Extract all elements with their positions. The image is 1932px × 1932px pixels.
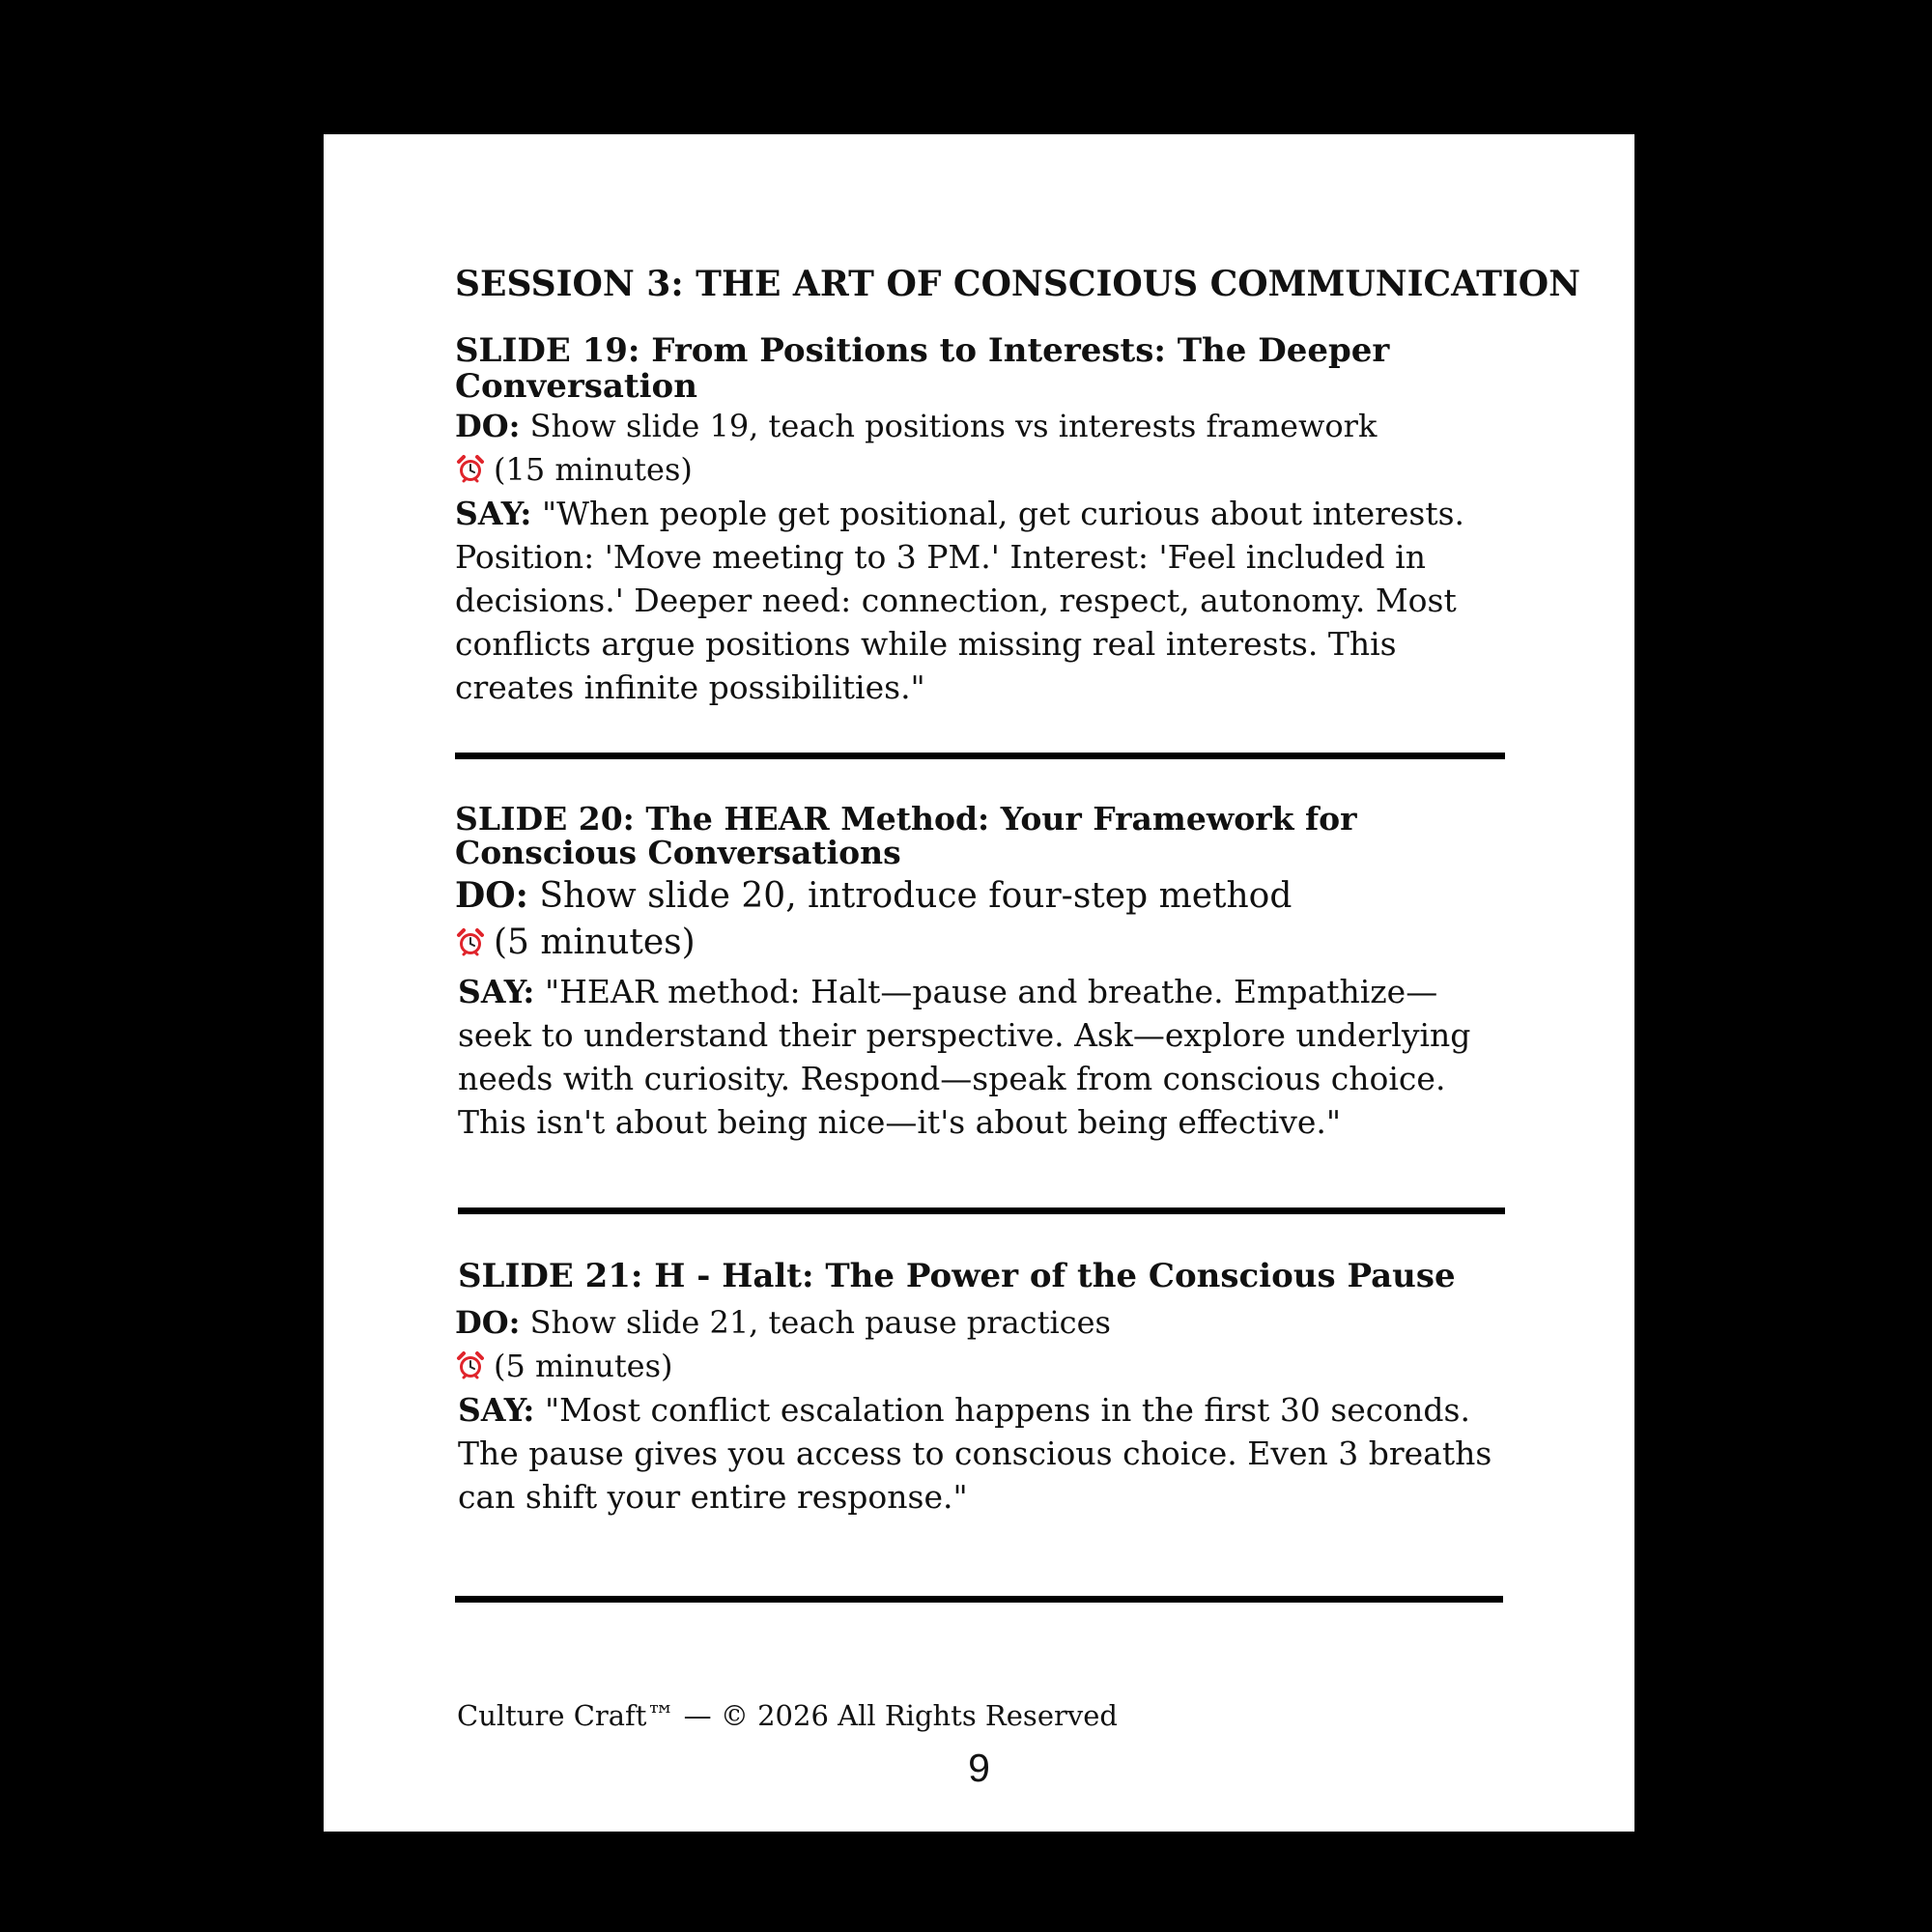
duration-line [455, 920, 1508, 966]
say-label: SAY: [458, 1391, 535, 1429]
slide-block-21 [455, 1257, 1508, 1519]
say-paragraph [455, 492, 1508, 709]
duration-line [455, 448, 1508, 492]
say-text: "Most conflict escalation happens in the first 30 seconds. The pause gives you access to conscious choice. Even 3 breaths can shift your entire response." [458, 1391, 1492, 1516]
do-line [455, 872, 1508, 920]
say-paragraph [455, 970, 1508, 1144]
do-label: DO: [455, 875, 528, 916]
do-line [455, 1301, 1508, 1345]
slide-title: SLIDE 20: The HEAR Method: Your Framework for Conscious Conversations [455, 800, 1357, 871]
alarm-clock-icon [455, 453, 486, 484]
say-text: "When people get positional, get curious about interests. Position: 'Move meeting to 3 PM.' Interest: 'Feel included in decisions.' Deeper need: connection, respect, autonomy. Most conflicts argue positions while missing real interests. This creates infinite possibilities." [455, 495, 1465, 706]
do-text: Show slide 20, introduce four-step method [527, 876, 1293, 916]
slide-block-19 [455, 333, 1508, 709]
duration-text: (15 minutes) [494, 451, 693, 488]
say-text: "HEAR method: Halt—pause and breathe. Empathize—seek to understand their perspective. Ask—explore underlying needs with curiosity. Respond—speak from conscious choice. This isn't about being nice—it's about being effective." [458, 973, 1471, 1141]
say-paragraph [455, 1388, 1508, 1519]
do-line [455, 405, 1508, 448]
do-label: DO: [455, 1304, 521, 1341]
footer-copyright: Culture Craft™ — © 2026 All Rights Reserved [457, 1699, 1118, 1732]
slide-title: SLIDE 19: From Positions to Interests: The Deeper Conversation [455, 331, 1390, 406]
page-number: 9 [968, 1746, 990, 1790]
slide-block-20 [455, 802, 1508, 1144]
duration-line [455, 1345, 1508, 1388]
duration-text: (5 minutes) [494, 923, 696, 962]
alarm-clock-icon [455, 1350, 486, 1380]
section-divider [455, 753, 1505, 759]
say-label: SAY: [455, 495, 532, 532]
section-divider [455, 1596, 1503, 1603]
slide-title: SLIDE 21: H - Halt: The Power of the Conscious Pause [458, 1257, 1456, 1295]
section-divider [458, 1208, 1505, 1214]
alarm-clock-icon [455, 926, 486, 957]
do-text: Show slide 19, teach positions vs interests framework [520, 408, 1378, 444]
do-label: DO: [455, 408, 521, 444]
document-page [324, 134, 1634, 1832]
duration-text: (5 minutes) [494, 1348, 673, 1384]
do-text: Show slide 21, teach pause practices [520, 1304, 1111, 1341]
session-title: SESSION 3: THE ART OF CONSCIOUS COMMUNICATION [455, 264, 1580, 304]
say-label: SAY: [458, 973, 535, 1010]
